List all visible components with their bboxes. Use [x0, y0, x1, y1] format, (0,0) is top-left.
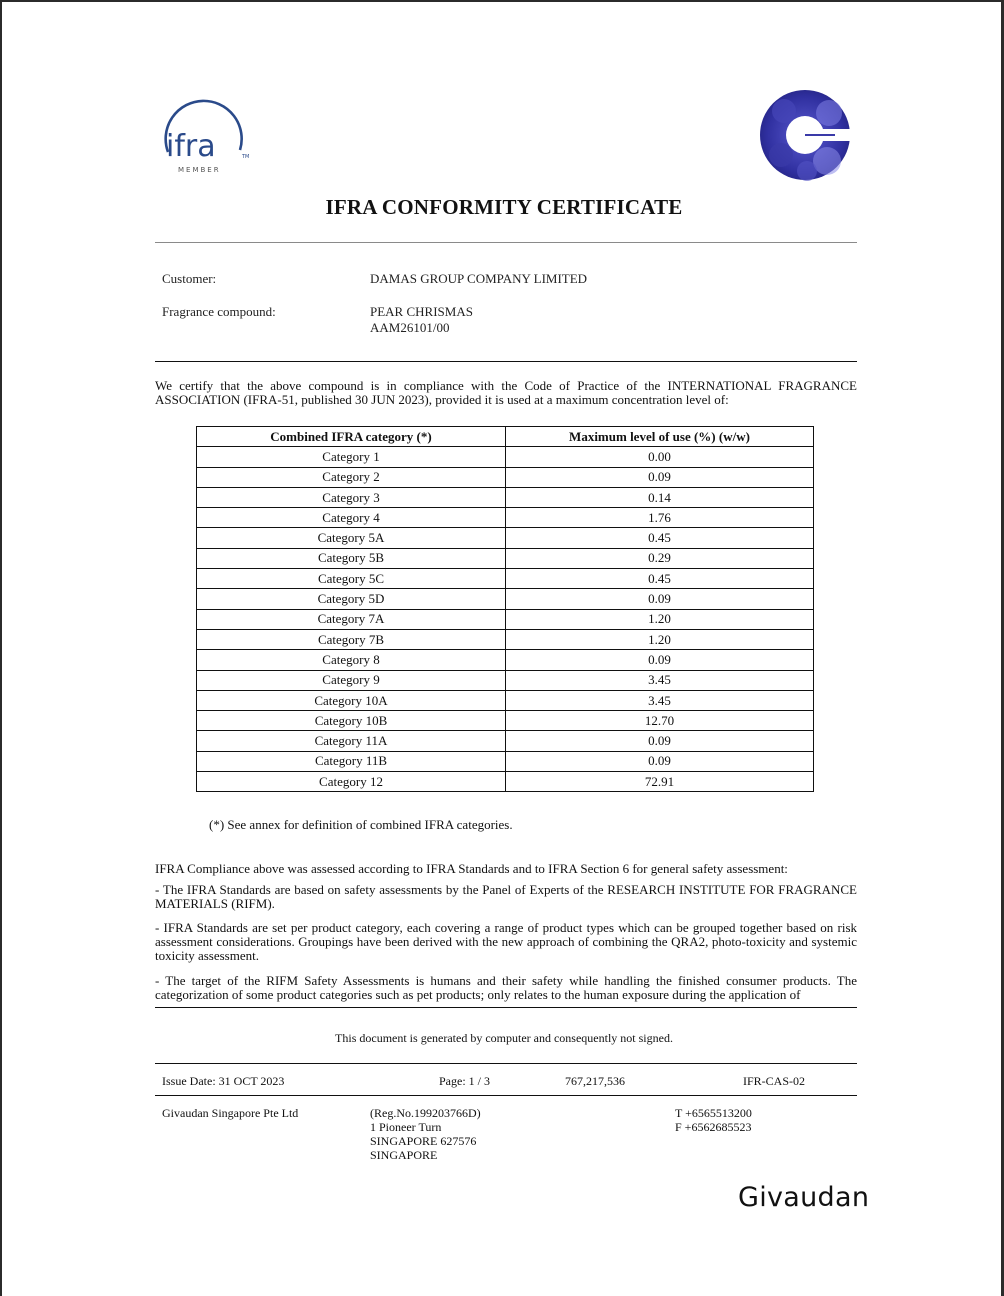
category-cell: Category 11A	[197, 731, 506, 751]
document-page	[2, 2, 1001, 1296]
ifra-logo-text: ifra	[166, 129, 216, 164]
ifra-logo-member: MEMBER	[178, 166, 221, 174]
max-level-cell: 1.20	[506, 629, 814, 649]
fragrance-name: PEAR CHRISMAS	[370, 304, 473, 319]
table-row	[197, 609, 814, 629]
givaudan-wordmark: Givaudan	[738, 1182, 870, 1213]
category-table	[196, 426, 814, 792]
customer-label: Customer:	[162, 271, 217, 286]
company-name: Givaudan Singapore Pte Ltd	[162, 1106, 299, 1120]
table-row	[197, 772, 814, 792]
category-cell: Category 5A	[197, 528, 506, 548]
table-row	[197, 447, 814, 467]
address-line: (Reg.No.199203766D)	[370, 1106, 481, 1120]
issue-date: Issue Date: 31 OCT 2023	[162, 1074, 285, 1088]
document-number: 767,217,536	[565, 1074, 625, 1088]
column-header-category: Combined IFRA category (*)	[197, 427, 506, 447]
table-footnote: (*) See annex for definition of combined IFRA categories.	[209, 817, 513, 832]
divider	[155, 1007, 857, 1008]
table-row	[197, 711, 814, 731]
table-row	[197, 589, 814, 609]
max-level-cell: 0.09	[506, 751, 814, 771]
table-row	[197, 650, 814, 670]
not-signed-note: This document is generated by computer and consequently not signed.	[335, 1031, 673, 1045]
category-cell: Category 1	[197, 447, 506, 467]
max-level-cell: 0.45	[506, 528, 814, 548]
category-cell: Category 8	[197, 650, 506, 670]
table-row	[197, 487, 814, 507]
page-number: Page: 1 / 3	[439, 1074, 490, 1088]
divider	[155, 1063, 857, 1064]
page-title: IFRA CONFORMITY CERTIFICATE	[325, 195, 683, 219]
table-row	[197, 751, 814, 771]
max-level-cell: 1.20	[506, 609, 814, 629]
customer-value: DAMAS GROUP COMPANY LIMITED	[370, 271, 588, 286]
category-cell: Category 10B	[197, 711, 506, 731]
table-row	[197, 548, 814, 568]
fax-number: F +6562685523	[675, 1120, 752, 1134]
table-row	[197, 731, 814, 751]
ifra-logo-icon	[160, 92, 252, 178]
table-row	[197, 467, 814, 487]
category-cell: Category 5B	[197, 548, 506, 568]
compliance-bullet: - The IFRA Standards are based on safety assessments by the Panel of Experts of the RESEARCH INSTITUTE FOR FRAGRANCE MATERIALS (RIFM).	[155, 882, 857, 911]
table-row	[197, 670, 814, 690]
divider	[155, 242, 857, 243]
company-address	[370, 1106, 481, 1162]
max-level-cell: 0.09	[506, 731, 814, 751]
max-level-cell: 3.45	[506, 690, 814, 710]
ifra-logo-tm: TM	[242, 154, 250, 160]
ifra-member-logo	[160, 92, 252, 178]
category-cell: Category 7A	[197, 609, 506, 629]
divider	[155, 1095, 857, 1096]
compliance-bullet: - IFRA Standards are set per product category, each covering a range of product types which can be grouped together based on risk assessment considerations. Groupings have been derived with the new approach of combining the QRA2, photo-toxicity and systemic toxicity assessment.	[155, 920, 857, 963]
table-row	[197, 508, 814, 528]
form-code: IFR-CAS-02	[743, 1074, 806, 1088]
category-cell: Category 4	[197, 508, 506, 528]
compliance-intro: IFRA Compliance above was assessed according to IFRA Standards and to IFRA Section 6 for general safety assessment:	[155, 861, 788, 876]
category-cell: Category 10A	[197, 690, 506, 710]
certify-statement: We certify that the above compound is in compliance with the Code of Practice of the INTERNATIONAL FRAGRANCE ASSOCIATION (IFRA-51, published 30 JUN 2023), provided it is used at a maximum concentration level of:	[155, 378, 857, 407]
max-level-cell: 0.09	[506, 589, 814, 609]
max-level-cell: 0.29	[506, 548, 814, 568]
table-row	[197, 569, 814, 589]
column-header-max-level: Maximum level of use (%) (w/w)	[506, 427, 814, 447]
max-level-cell: 72.91	[506, 772, 814, 792]
max-level-cell: 0.09	[506, 467, 814, 487]
fragrance-code: AAM26101/00	[370, 320, 450, 335]
category-cell: Category 5D	[197, 589, 506, 609]
category-cell: Category 7B	[197, 629, 506, 649]
table-row	[197, 528, 814, 548]
max-level-cell: 3.45	[506, 670, 814, 690]
category-cell: Category 2	[197, 467, 506, 487]
category-cell: Category 9	[197, 670, 506, 690]
divider	[155, 361, 857, 362]
table-row	[197, 629, 814, 649]
table-row	[197, 690, 814, 710]
address-line: 1 Pioneer Turn	[370, 1120, 442, 1134]
fragrance-label: Fragrance compound:	[162, 304, 276, 319]
max-level-cell: 0.09	[506, 650, 814, 670]
category-cell: Category 3	[197, 487, 506, 507]
max-level-cell: 1.76	[506, 508, 814, 528]
givaudan-g-logo	[759, 89, 851, 181]
max-level-cell: 0.00	[506, 447, 814, 467]
table-header-row	[197, 427, 814, 447]
compliance-bullet: - The target of the RIFM Safety Assessments is humans and their safety while handling the finished consumer products. The categorization of some product categories such as pet products; only relates to the human exposure during the application of	[155, 974, 857, 1002]
address-line: SINGAPORE	[370, 1148, 438, 1162]
category-cell: Category 5C	[197, 569, 506, 589]
phone-number: T +6565513200	[675, 1106, 752, 1120]
max-level-cell: 0.45	[506, 569, 814, 589]
contact-info	[675, 1106, 752, 1134]
category-cell: Category 11B	[197, 751, 506, 771]
givaudan-g-icon	[759, 89, 851, 181]
max-level-cell: 12.70	[506, 711, 814, 731]
category-cell: Category 12	[197, 772, 506, 792]
max-level-cell: 0.14	[506, 487, 814, 507]
address-line: SINGAPORE 627576	[370, 1134, 477, 1148]
